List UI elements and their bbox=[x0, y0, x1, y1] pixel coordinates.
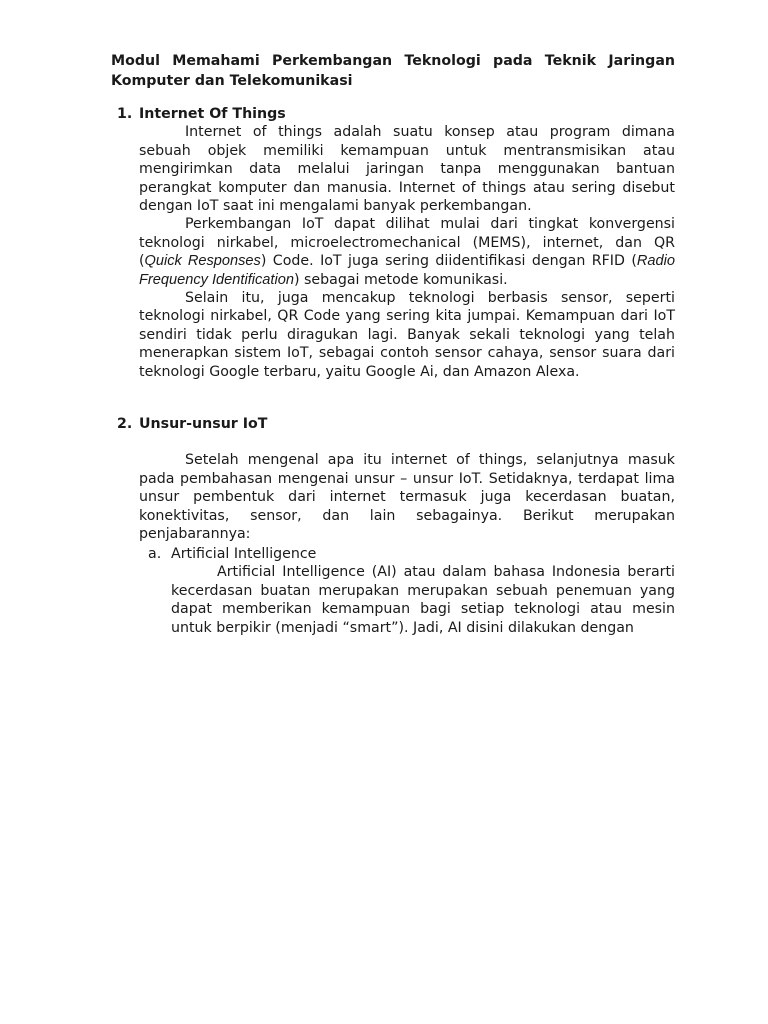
paragraph-text: ) Code. IoT juga sering diidentifikasi dengan RFID ( bbox=[260, 253, 637, 270]
section-title: Internet Of Things bbox=[139, 106, 286, 122]
section-number: 2. bbox=[117, 416, 133, 432]
section-title: Unsur-unsur IoT bbox=[139, 416, 268, 432]
italic-term: Radio Frequency Identification bbox=[139, 253, 675, 288]
document-title: Modul Memahami Perkembangan Teknologi pada Teknik Jaringan Komputer dan Telekomunikasi bbox=[111, 53, 675, 89]
subsection-body bbox=[171, 563, 675, 637]
italic-term: Quick Responses bbox=[144, 253, 261, 270]
section-number: 1. bbox=[117, 106, 133, 122]
paragraph: Artificial Intelligence (AI) atau dalam bahasa Indonesia berarti kecerdasan buatan merupakan merupakan sebuah penemuan yang dapat memberikan kemampuan bagi setiap teknologi atau mesin untuk berpikir (menjadi “smart”). Jadi, AI disini dilakukan dengan bbox=[171, 564, 675, 636]
paragraph-text: ) sebagai metode komunikasi. bbox=[293, 271, 508, 288]
section-internet-of-things bbox=[117, 105, 675, 381]
paragraph-text: Perkembangan IoT dapat dilihat mulai dari tingkat konvergensi teknologi nirkabel, microelectromechanical (MEMS), internet, dan QR ( bbox=[139, 216, 675, 270]
paragraph: Internet of things adalah suatu konsep atau program dimana sebuah objek memiliki kemampuan untuk mentransmisikan atau mengirimkan data melalui jaringan tanpa menggunakan bantuan perangkat komputer dan manusia. Internet of things atau sering disebut dengan IoT saat ini mengalami banyak perkembangan. bbox=[139, 124, 675, 215]
section-heading bbox=[117, 105, 675, 123]
paragraph: Selain itu, juga mencakup teknologi berbasis sensor, seperti teknologi nirkabel, QR Code yang sering kita jumpai. Kemampuan dari IoT sendiri tidak perlu diragukan lagi. Banyak sekali teknologi yang telah menerapkan sistem IoT, sebagai contoh sensor cahaya, sensor suara dari teknologi Google terbaru, yaitu Google Ai, dan Amazon Alexa. bbox=[139, 290, 675, 380]
subsection-title: Artificial Intelligence bbox=[171, 546, 317, 562]
paragraph: Setelah mengenal apa itu internet of things, selanjutnya masuk pada pembahasan mengenai unsur – unsur IoT. Setidaknya, terdapat lima unsur pembentuk dari internet termasuk juga kecerdasan buatan, konektivitas, sensor, dan lain sebagainya. Berikut merupakan penjabarannya: bbox=[139, 452, 675, 543]
section-heading bbox=[117, 415, 675, 433]
subsection-heading bbox=[148, 545, 675, 563]
section-unsur-iot bbox=[117, 415, 675, 543]
subsection-artificial-intelligence bbox=[148, 545, 675, 637]
subsection-letter: a. bbox=[148, 546, 162, 562]
paragraph bbox=[139, 215, 675, 289]
section-body bbox=[139, 451, 675, 543]
section-body bbox=[139, 123, 675, 381]
